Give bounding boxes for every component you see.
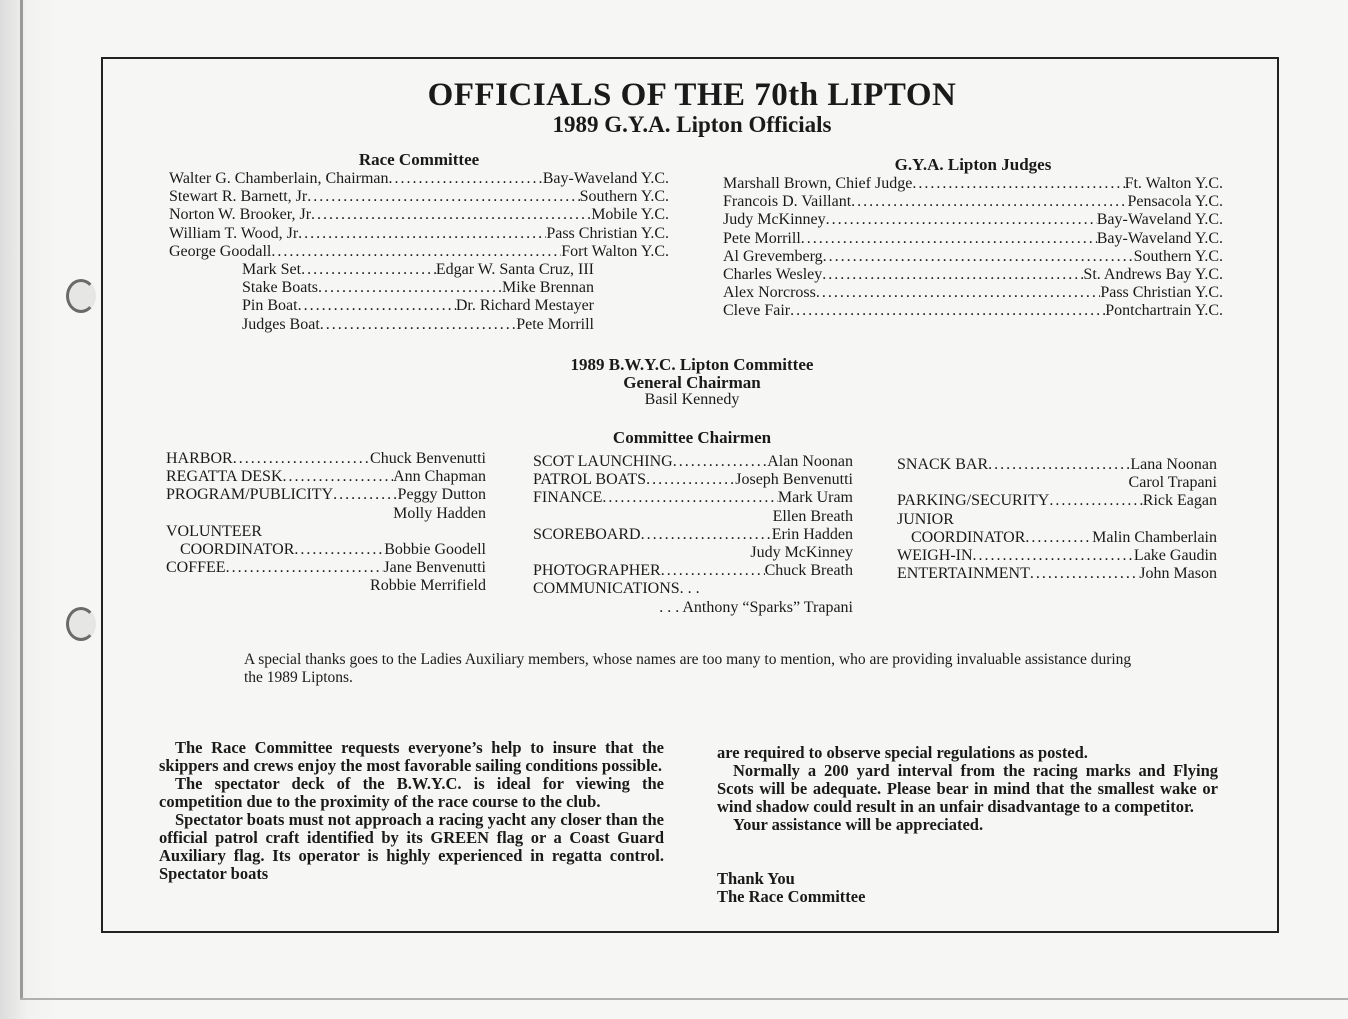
notice-right-p3: Your assistance will be appreciated. — [733, 815, 984, 834]
page-bottom-edge — [20, 998, 1348, 1000]
chairman-entry-value: John Mason — [1139, 565, 1217, 583]
chairman-additional-name: . . . Anthony “Sparks” Trapani — [659, 598, 853, 616]
chairman-entry-label: HARBOR — [166, 450, 233, 467]
dot-leader — [823, 248, 1134, 266]
chairman-role-heading: JUNIOR — [897, 510, 954, 528]
chairman-entry — [897, 456, 1217, 474]
signoff-line2: The Race Committee — [717, 887, 866, 906]
chairman-entry — [897, 492, 1217, 510]
chairman-entry-value: Chuck Breath — [764, 562, 853, 580]
dot-leader — [298, 225, 546, 243]
dot-leader — [826, 211, 1097, 229]
judges-list — [723, 175, 1223, 321]
chairman-entry-value: Rick Eagan — [1142, 492, 1217, 510]
dot-leader — [320, 316, 516, 334]
judge-entry-value: Pensacola Y.C. — [1127, 193, 1223, 211]
judge-entry — [723, 175, 1223, 193]
race-committee-member-label: Walter G. Chamberlain, Chairman — [169, 170, 389, 187]
race-committee-member-value: Fort Walton Y.C. — [561, 242, 669, 260]
thanks-note: A special thanks goes to the Ladies Auxiliary members, whose names are too many to mention, who are providing invaluable assistance during the 1989 Liptons. — [244, 651, 1132, 686]
chairman-entry-label: REGATTA DESK — [166, 468, 283, 486]
judge-entry-label: Al Grevemberg — [723, 247, 823, 265]
dot-leader — [661, 562, 765, 580]
chairman-entry-value: Lake Gaudin — [1133, 547, 1217, 565]
chairman-entry-value: Erin Hadden — [771, 525, 853, 543]
dot-leader — [1030, 565, 1139, 583]
page-subtitle: 1989 G.Y.A. Lipton Officials — [552, 112, 832, 137]
chairman-additional-name: Molly Hadden — [393, 504, 486, 522]
race-committee-list — [169, 170, 669, 334]
judge-entry-label: Francois D. Vaillant — [723, 193, 852, 211]
bwyc-heading: 1989 B.W.Y.C. Lipton Committee — [570, 355, 814, 374]
chairman-entry — [897, 547, 1217, 565]
dot-leader — [801, 230, 1097, 248]
dot-leader — [389, 170, 543, 188]
dot-leader — [646, 471, 735, 489]
signoff — [717, 870, 865, 906]
general-chairman-name: Basil Kennedy — [644, 391, 740, 408]
chairman-entry-value: Alan Noonan — [767, 453, 853, 470]
race-committee-member — [169, 188, 669, 206]
race-boat-assignment — [242, 279, 594, 297]
race-committee-member-label: George Goodall — [169, 242, 272, 260]
judge-entry-label: Pete Morrill — [723, 229, 801, 247]
race-committee-members — [169, 170, 669, 261]
race-boat-assignment — [242, 316, 594, 334]
judge-entry — [723, 284, 1223, 302]
dot-leader — [851, 193, 1127, 211]
judge-entry-value: Southern Y.C. — [1133, 247, 1223, 265]
chairman-entry-value: Joseph Benvenutti — [735, 471, 853, 489]
judges-heading: G.Y.A. Lipton Judges — [894, 155, 1052, 174]
dot-leader — [641, 526, 772, 544]
chairman-role-heading: VOLUNTEER — [166, 522, 262, 540]
document-frame — [101, 57, 1279, 933]
dot-leader — [318, 279, 502, 297]
notice-left-p3: Spectator boats must not approach a racing yacht any closer than the official patrol craft identified by its GREEN flag or a Coast Guard Auxiliary flag. Its operator is highly experienced in regatta control. Spectator boats — [159, 810, 664, 883]
race-committee-member-value: Southern Y.C. — [579, 188, 669, 206]
race-boat-assignment — [242, 297, 594, 315]
chairman-entry — [533, 489, 853, 507]
race-committee-boats — [242, 261, 594, 334]
dot-leader — [790, 302, 1105, 320]
chairman-entry-label: PHOTOGRAPHER — [533, 562, 661, 580]
judge-entry — [723, 193, 1223, 211]
chairman-entry-value: Mark Uram — [777, 489, 853, 507]
chairmen-column-1 — [166, 450, 486, 596]
race-committee-member-label: Norton W. Brooker, Jr — [169, 206, 312, 224]
judge-entry-value: St. Andrews Bay Y.C. — [1083, 266, 1223, 284]
chairman-entry — [533, 471, 853, 489]
judge-entry — [723, 302, 1223, 320]
chairman-additional-name: Ellen Breath — [772, 507, 853, 525]
dot-leader — [283, 468, 394, 486]
chairman-entry-label: SCOT LAUNCHING — [533, 453, 673, 470]
chairmen-column-2 — [533, 453, 853, 617]
chairman-entry-label: COORDINATOR — [180, 541, 295, 559]
race-boat-assignment-value: Edgar W. Santa Cruz, III — [435, 261, 594, 279]
judge-entry-label: Judy McKinney — [723, 211, 826, 229]
judge-entry-label: Cleve Fair — [723, 302, 791, 320]
notice-right-p2: Normally a 200 yard interval from the racing marks and Flying Scots will be adequate. Please bear in mind that the smallest wake or wind shadow could result in an unfair disadvantage to a competitor. — [717, 761, 1218, 816]
dot-leader — [912, 175, 1124, 193]
chairman-additional-name: Carol Trapani — [1128, 474, 1217, 492]
chairman-entry — [166, 450, 486, 468]
chairman-entry-label: PARKING/SECURITY — [897, 492, 1050, 510]
general-chairman-label: General Chairman — [623, 373, 761, 392]
chairman-entry-label: ENTERTAINMENT — [897, 565, 1030, 583]
page-title: OFFICIALS OF THE 70th LIPTON — [427, 77, 957, 113]
punch-hole-bottom — [66, 607, 96, 641]
chairman-entry — [166, 468, 486, 486]
dot-leader — [226, 559, 384, 577]
dot-leader — [1049, 492, 1142, 510]
notice-left-p1: The Race Committee requests everyone’s help to insure that the skippers and crews enjoy the most favorable sailing conditions possible. — [159, 738, 664, 775]
dot-leader — [298, 297, 456, 315]
judge-entry-value: Ft. Walton Y.C. — [1124, 175, 1223, 192]
judge-entry-label: Charles Wesley — [723, 266, 823, 284]
judge-entry-label: Alex Norcross — [723, 284, 816, 302]
judge-entry — [723, 248, 1223, 266]
notice-left-p2: The spectator deck of the B.W.Y.C. is ideal for viewing the competition due to the proximity of the race course to the club. — [159, 774, 664, 811]
dot-leader — [973, 547, 1134, 565]
chairman-entry-label: FINANCE — [533, 489, 603, 507]
notice-left — [159, 739, 664, 883]
race-boat-assignment-value: Pete Morrill — [516, 315, 594, 333]
notice-right-p1: are required to observe special regulations as posted. — [717, 743, 1088, 762]
chairman-entry-value: Jane Benvenutti — [383, 559, 486, 577]
chairman-additional-name: Robbie Merrifield — [370, 577, 486, 595]
race-boat-assignment-label: Stake Boats — [242, 279, 318, 297]
binder-edge — [20, 0, 23, 1000]
chairman-role-heading: COMMUNICATIONS. . . — [533, 580, 700, 598]
dot-leader — [822, 266, 1083, 284]
chairman-entry-label: WEIGH-IN — [897, 547, 973, 565]
chairman-entry — [166, 541, 486, 559]
dot-leader — [271, 243, 561, 261]
chairman-entry-label: COFFEE — [166, 559, 226, 577]
dot-leader — [988, 456, 1130, 474]
chairman-entry — [166, 486, 486, 504]
chairman-entry-label: SNACK BAR — [897, 456, 989, 473]
chairman-additional-name: Judy McKinney — [750, 544, 853, 562]
chairman-entry-value: Ann Chapman — [393, 468, 486, 486]
chairman-entry-label: PATROL BOATS — [533, 471, 647, 489]
race-committee-member — [169, 170, 669, 188]
chairman-entry — [533, 562, 853, 580]
committee-chairmen-label: Committee Chairmen — [612, 428, 772, 447]
chairman-entry-value: Lana Noonan — [1130, 456, 1217, 473]
chairman-entry-label: COORDINATOR — [911, 528, 1026, 546]
judge-entry — [723, 266, 1223, 284]
dot-leader — [333, 486, 397, 504]
race-committee-member-value: Bay-Waveland Y.C. — [542, 170, 669, 187]
race-boat-assignment-value: Mike Brennan — [502, 279, 594, 297]
chairman-entry — [166, 559, 486, 577]
dot-leader — [294, 541, 384, 559]
punch-hole-top — [66, 279, 96, 313]
judge-entry-value: Pontchartrain Y.C. — [1105, 302, 1223, 320]
chairman-entry-value: Bobbie Goodell — [384, 541, 486, 559]
dot-leader — [816, 284, 1100, 302]
chairman-entry — [897, 529, 1217, 547]
dot-leader — [673, 453, 768, 471]
race-committee-member — [169, 243, 669, 261]
chairman-entry-label: SCOREBOARD — [533, 525, 641, 543]
race-committee-member — [169, 225, 669, 243]
chairman-entry — [533, 453, 853, 471]
race-committee-heading: Race Committee — [358, 150, 480, 169]
chairman-entry — [897, 565, 1217, 583]
race-boat-assignment-label: Judges Boat — [242, 315, 320, 333]
judge-entry-label: Marshall Brown, Chief Judge — [723, 175, 913, 192]
dot-leader — [301, 261, 436, 279]
judge-entry-value: Pass Christian Y.C. — [1100, 284, 1223, 302]
race-boat-assignment-label: Pin Boat — [242, 297, 298, 315]
chairman-entry-value: Malin Chamberlain — [1092, 528, 1217, 546]
signoff-line1: Thank You — [717, 869, 795, 888]
notice-right — [717, 744, 1218, 834]
judge-entry-value: Bay-Waveland Y.C. — [1096, 229, 1223, 247]
race-committee-member-value: Pass Christian Y.C. — [546, 224, 669, 242]
race-committee-member-value: Mobile Y.C. — [591, 206, 669, 224]
dot-leader — [307, 188, 579, 206]
race-boat-assignment — [242, 261, 594, 279]
dot-leader — [311, 206, 591, 224]
race-committee-member — [169, 206, 669, 224]
judge-entry — [723, 211, 1223, 229]
chairman-entry — [533, 526, 853, 544]
race-boat-assignment-value: Dr. Richard Mestayer — [455, 297, 594, 315]
race-boat-assignment-label: Mark Set — [242, 261, 302, 279]
chairman-entry-label: PROGRAM/PUBLICITY — [166, 486, 334, 504]
dot-leader — [602, 489, 778, 507]
chairman-entry-value: Chuck Benvenutti — [370, 450, 486, 467]
judge-entry-value: Bay-Waveland Y.C. — [1096, 211, 1223, 229]
dot-leader — [1025, 529, 1092, 547]
dot-leader — [233, 450, 370, 468]
race-committee-member-label: Stewart R. Barnett, Jr — [169, 188, 308, 206]
judge-entry — [723, 230, 1223, 248]
chairmen-column-3 — [897, 456, 1217, 583]
chairman-entry-value: Peggy Dutton — [397, 486, 486, 504]
race-committee-member-label: William T. Wood, Jr — [169, 224, 299, 242]
